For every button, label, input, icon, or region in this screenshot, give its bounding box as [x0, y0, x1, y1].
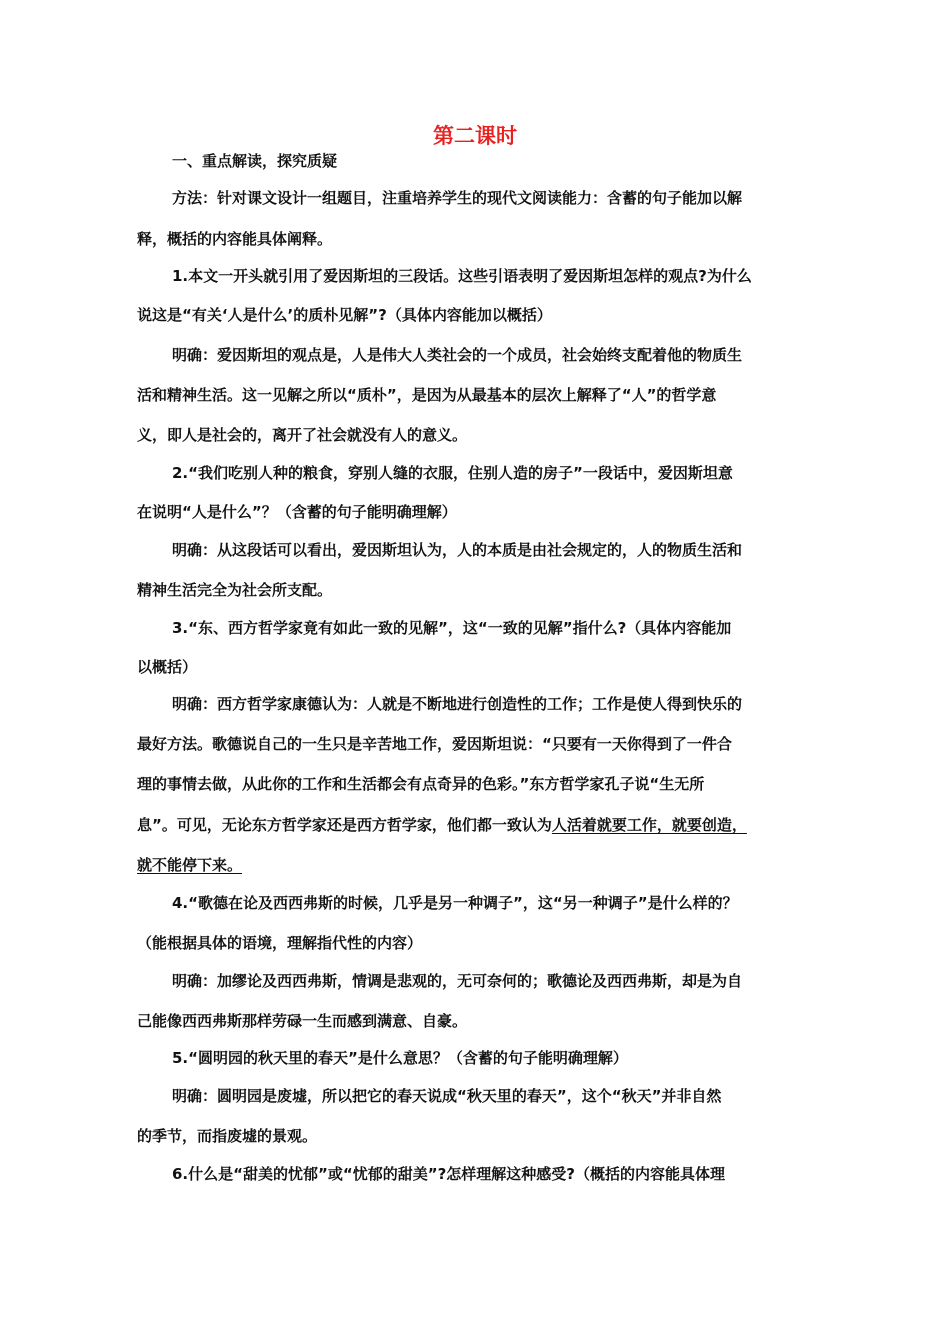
answer-5-line-1: 明确：圆明园是废墟，所以把它的春天说成“秋天里的春天”，这个“秋天”并非自然	[172, 1087, 722, 1105]
answer-3-line-2: 最好方法。歌德说自己的一生只是辛苦地工作，爱因斯坦说：“只要有一天你得到了一件合	[137, 735, 732, 753]
answer-1-line-2: 活和精神生活。这一见解之所以“质朴”，是因为从最基本的层次上解释了“人”的哲学意	[137, 386, 717, 404]
answer-3-line-4-text: 息”。可见，无论东方哲学家还是西方哲学家，他们都一致认为	[137, 816, 552, 834]
method-line-2: 释，概括的内容能具体阐释。	[137, 230, 333, 248]
question-2-line-1: 2.“我们吃别人种的粮食，穿别人缝的衣服，住别人造的房子”一段话中，爱因斯坦意	[172, 464, 733, 482]
answer-3-line-1: 明确：西方哲学家康德认为：人就是不断地进行创造性的工作；工作是使人得到快乐的	[172, 695, 743, 713]
answer-2-line-1: 明确：从这段话可以看出，爱因斯坦认为，人的本质是由社会规定的，人的物质生活和	[172, 541, 743, 559]
question-1-line-2: 说这是“有关‘人是什么’的质朴见解”?（具体内容能加以概括）	[137, 306, 552, 324]
question-4-line-1: 4.“歌德在论及西西弗斯的时候，几乎是另一种调子”，这“另一种调子”是什么样的？	[172, 894, 738, 912]
answer-3-line-5	[137, 854, 817, 876]
answer-3-line-4	[137, 814, 817, 836]
answer-2-line-2: 精神生活完全为社会所支配。	[137, 581, 333, 599]
underlined-key-phrase: 人活着就要工作，就要创造，	[551, 816, 747, 834]
question-5: 5.“圆明园的秋天里的春天”是什么意思？（含蓄的句子能明确理解）	[172, 1049, 628, 1067]
question-3-line-1: 3.“东、西方哲学家竟有如此一致的见解”，这“一致的见解”指什么?（具体内容能加	[172, 619, 732, 637]
question-1-line-1: 1.本文一开头就引用了爱因斯坦的三段话。这些引语表明了爱因斯坦怎样的观点?为什么	[172, 267, 752, 285]
question-6-line-1: 6.什么是“甜美的忧郁”或“忧郁的甜美”?怎样理解这种感受?（概括的内容能具体理	[172, 1165, 725, 1183]
section-heading: 一、重点解读，探究质疑	[172, 152, 338, 170]
method-line-1: 方法：针对课文设计一组题目，注重培养学生的现代文阅读能力：含蓄的句子能加以解	[172, 189, 743, 207]
question-4-line-2: （能根据具体的语境，理解指代性的内容）	[137, 934, 423, 952]
answer-5-line-2: 的季节，而指废墟的景观。	[137, 1127, 318, 1145]
answer-3-line-3: 理的事情去做，从此你的工作和生活都会有点奇异的色彩。”东方哲学家孔子说“生无所	[137, 775, 705, 793]
answer-1-line-1: 明确：爱因斯坦的观点是，人是伟大人类社会的一个成员，社会始终支配着他的物质生	[172, 346, 743, 364]
question-2-line-2: 在说明“人是什么”？（含蓄的句子能明确理解）	[137, 503, 457, 521]
question-3-line-2: 以概括）	[137, 658, 198, 676]
underlined-key-phrase-cont: 就不能停下来。	[137, 856, 243, 874]
answer-1-line-3: 义，即人是社会的，离开了社会就没有人的意义。	[137, 426, 468, 444]
answer-4-line-2: 己能像西西弗斯那样劳碌一生而感到满意、自豪。	[137, 1012, 468, 1030]
answer-4-line-1: 明确：加缪论及西西弗斯，情调是悲观的，无可奈何的；歌德论及西西弗斯，却是为自	[172, 972, 743, 990]
page-title: 第二课时	[433, 124, 517, 148]
